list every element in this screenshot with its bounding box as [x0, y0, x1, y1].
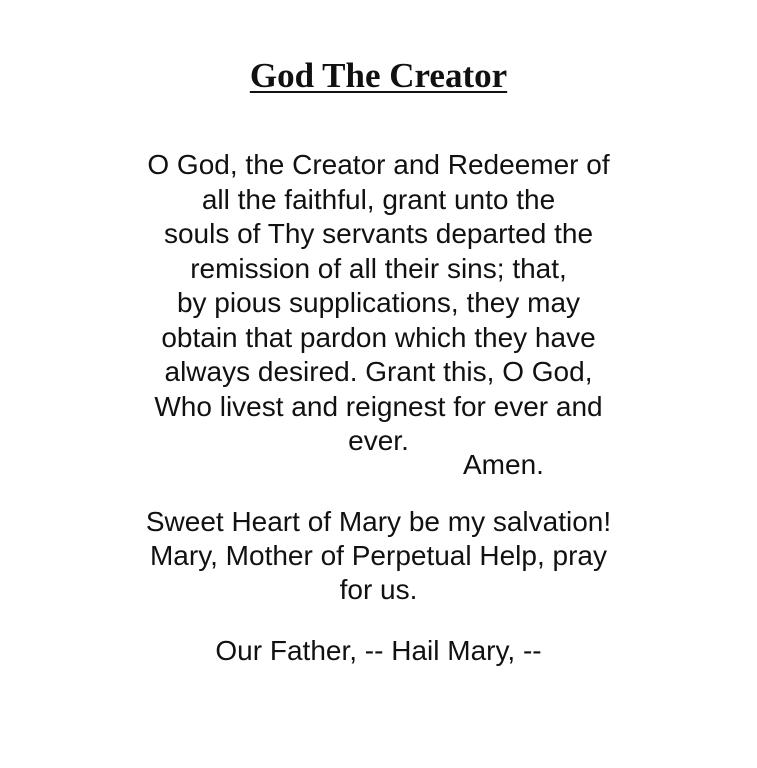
- prayer-line: obtain that pardon which they have: [161, 321, 596, 353]
- invocation-line: Mary, Mother of Perpetual Help, pray: [149, 540, 607, 571]
- prayer-line: by pious supplications, they may: [176, 287, 581, 318]
- prayer-body: [70, 148, 687, 459]
- prayer-line: O God, the Creator and Redeemer of: [147, 149, 610, 180]
- title-text: God The Creator: [249, 56, 508, 95]
- closing-prayers: Our Father, -- Hail Mary, --: [215, 635, 542, 666]
- invocation-line: Sweet Heart of Mary be my salvation!: [145, 506, 612, 537]
- amen-text: Amen.: [463, 449, 544, 480]
- prayer-line: souls of Thy servants departed the: [163, 218, 594, 249]
- page-title: [0, 56, 757, 96]
- prayer-line: Who livest and reignest for ever and: [154, 390, 603, 422]
- invocation: [60, 505, 697, 607]
- prayer-line: always desired. Grant this, O God,: [164, 356, 593, 387]
- prayer-line: ever.: [348, 425, 409, 456]
- prayer-line: all the faithful, grant unto the: [201, 183, 556, 215]
- invocation-line: for us.: [339, 574, 418, 605]
- prayer-line: remission of all their sins; that,: [190, 252, 567, 284]
